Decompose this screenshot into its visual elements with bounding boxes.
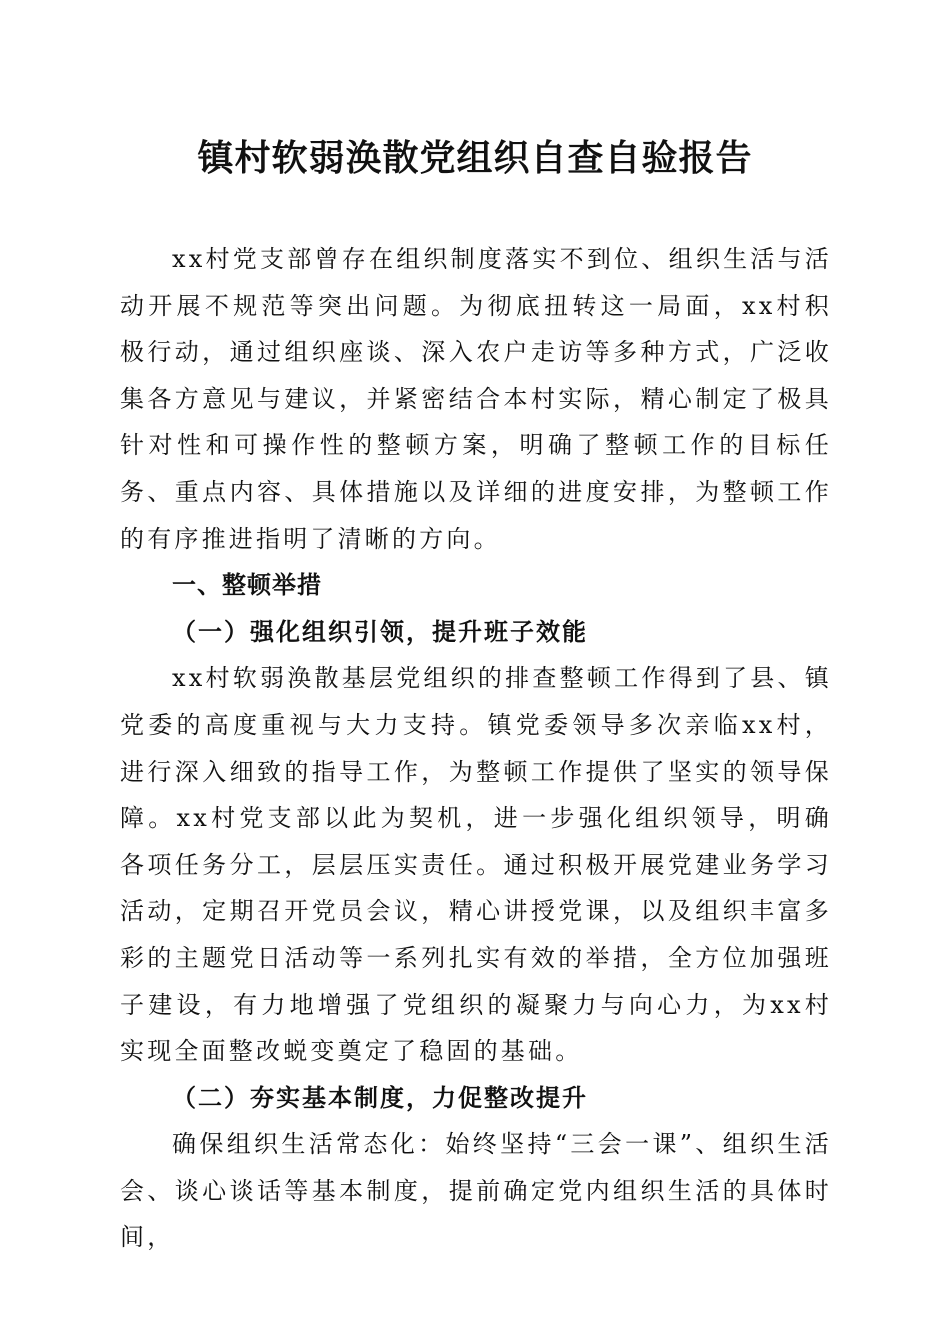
intro-paragraph: xx村党支部曾存在组织制度落实不到位、组织生活与活动开展不规范等突出问题。为彻底扭转这一局面，xx村积极行动，通过组织座谈、深入农户走访等多种方式，广泛收集各方意见与建议，并紧密结合本村实际，精心制定了极具针对性和可操作性的整顿方案，明确了整顿工作的目标任务、重点内容、具体措施以及详细的进度安排，为整顿工作的有序推进指明了清晰的方向。 [120, 245, 832, 553]
document-body [120, 236, 832, 1261]
subsection-heading-2: （二）夯实基本制度，力促整改提升 [172, 1082, 588, 1112]
subsection-heading-1: （一）强化组织引领，提升班子效能 [172, 616, 588, 646]
document-title: 镇村软弱涣散党组织自查自验报告 [197, 137, 753, 179]
subsection-1-paragraph: xx村软弱涣散基层党组织的排查整顿工作得到了县、镇党委的高度重视与大力支持。镇党委领导多次亲临xx村，进行深入细致的指导工作，为整顿工作提供了坚实的领导保障。xx村党支部以此为契机，进一步强化组织领导，明确各项任务分工，层层压实责任。通过积极开展党建业务学习活动，定期召开党员会议，精心讲授党课，以及组织丰富多彩的主题党日活动等一系列扎实有效的举措，全方位加强班子建设，有力地增强了党组织的凝聚力与向心力，为xx村实现全面整改蜕变奠定了稳固的基础。 [120, 664, 832, 1066]
section-heading-measures: 一、整顿举措 [172, 571, 322, 600]
subsection-2-paragraph: 确保组织生活常态化：始终坚持“三会一课”、组织生活会、谈心谈话等基本制度，提前确定党内组织生活的具体时间， [120, 1130, 832, 1252]
